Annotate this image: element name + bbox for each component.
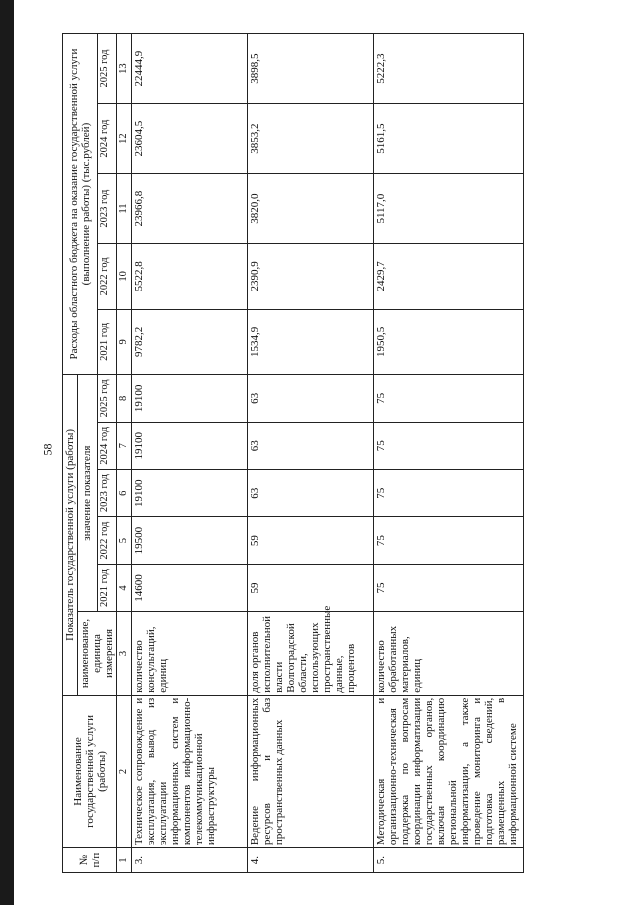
colnum: 11 [117,174,132,244]
row-expense: 3853,2 [248,104,374,174]
table-row [374,34,524,873]
row-unit: количество обработанных материалов, единиц [374,612,524,696]
colnum: 6 [117,469,132,516]
row-value: 75 [374,469,524,516]
row-expense: 23604,5 [132,104,248,174]
row-value: 19100 [132,469,248,516]
row-value: 59 [248,564,374,611]
row-unit: доля органов исполнительной власти Волгоградской области, использующих пространственные данные, процентов [248,612,374,696]
colnum: 3 [117,612,132,696]
row-value: 63 [248,469,374,516]
colnum: 5 [117,517,132,564]
row-expense: 1950,5 [374,309,524,374]
exp-year-2022: 2022 год [97,244,117,309]
column-numbers-row [117,34,132,873]
row-expense: 22444,9 [132,34,248,104]
row-value: 75 [374,517,524,564]
row-expense: 1534,9 [248,309,374,374]
row-value: 19100 [132,422,248,469]
colnum: 4 [117,564,132,611]
row-value: 63 [248,422,374,469]
exp-year-2023: 2023 год [97,174,117,244]
row-name: Ведение информационных ресурсов и баз пространственных данных [248,695,374,847]
page-number: 58 [40,443,55,456]
colnum: 10 [117,244,132,309]
row-expense: 23966,8 [132,174,248,244]
header-no: № п/п [63,848,117,873]
row-name: Техническое сопровождение и эксплуатация, вывод из эксплуатации информационных систем и компонентов информационно-телекоммуникационной инфраструктуры [132,695,248,847]
row-expense: 5161,5 [374,104,524,174]
table-row [248,34,374,873]
binding-edge [0,0,14,905]
header-indicator: Показатель государственной услуги (работы) [63,375,78,696]
row-value: 19500 [132,517,248,564]
row-expense: 2429,7 [374,244,524,309]
colnum: 8 [117,375,132,423]
row-expense: 5117,0 [374,174,524,244]
row-value: 75 [374,375,524,423]
colnum: 2 [117,695,132,847]
colnum: 13 [117,34,132,104]
exp-year-2024: 2024 год [97,104,117,174]
colnum: 12 [117,104,132,174]
table-row [132,34,248,873]
row-no: 5. [374,848,524,873]
year-2021: 2021 год [97,564,117,611]
row-value: 75 [374,564,524,611]
header-expenses: Расходы областного бюджета на оказание государственной услуги (выполнение работы) (тыс.рублей) [63,34,98,375]
year-2023: 2023 год [97,469,117,516]
year-2024: 2024 год [97,422,117,469]
row-value: 14600 [132,564,248,611]
row-expense: 5522,8 [132,244,248,309]
header-values: значение показателя [78,375,98,612]
header-name: Наименование государственной услуги (работы) [63,695,117,847]
year-2022: 2022 год [97,517,117,564]
colnum: 1 [117,848,132,873]
row-expense: 5222,3 [374,34,524,104]
year-2025: 2025 год [97,375,117,423]
row-unit: количество консультаций, единиц [132,612,248,696]
row-value: 63 [248,375,374,423]
colnum: 7 [117,422,132,469]
colnum: 9 [117,309,132,374]
row-value: 19100 [132,375,248,423]
header-row-1 [63,34,78,873]
row-value: 75 [374,422,524,469]
row-expense: 2390,9 [248,244,374,309]
row-expense: 3820,0 [248,174,374,244]
row-no: 3. [132,848,248,873]
exp-year-2025: 2025 год [97,34,117,104]
header-unit: наименование, единица измерения [78,612,117,696]
row-expense: 9782,2 [132,309,248,374]
row-no: 4. [248,848,374,873]
row-value: 59 [248,517,374,564]
services-table [62,33,524,873]
row-expense: 3898,5 [248,34,374,104]
rotated-table-wrapper [62,33,622,873]
exp-year-2021: 2021 год [97,309,117,374]
row-name: Методическая и организационно-техническая поддержка по вопросам координации информатизации государственных органов, включая координацию региональной информатизации, а также проведение мониторинга и подготовка сведений, размещенных в информационной системе [374,695,524,847]
